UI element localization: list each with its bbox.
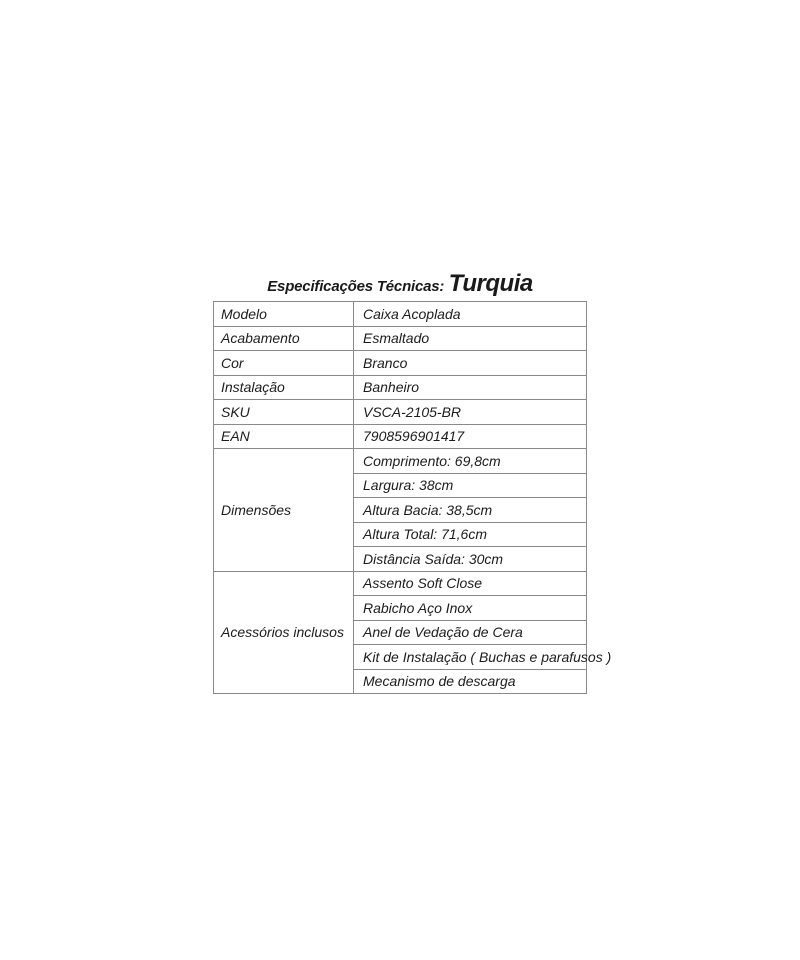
- table-row: [214, 302, 587, 327]
- product-name: Turquia: [448, 270, 533, 297]
- spec-title: [0, 270, 800, 298]
- spec-value: Altura Bacia: 38,5cm: [354, 498, 587, 523]
- spec-label: SKU: [214, 400, 354, 425]
- spec-label: Cor: [214, 351, 354, 376]
- table-row: [214, 351, 587, 376]
- table-row: [214, 326, 587, 351]
- spec-value: Mecanismo de descarga: [354, 669, 587, 694]
- spec-label-dimensoes: Dimensões: [214, 449, 354, 572]
- spec-value: Branco: [354, 351, 587, 376]
- table-row: [214, 424, 587, 449]
- table-row: [214, 400, 587, 425]
- spec-label-acessorios: Acessórios inclusos: [214, 571, 354, 694]
- spec-value: Rabicho Aço Inox: [354, 596, 587, 621]
- spec-value: Anel de Vedação de Cera: [354, 620, 587, 645]
- spec-value: Comprimento: 69,8cm: [354, 449, 587, 474]
- spec-value: Distância Saída: 30cm: [354, 547, 587, 572]
- spec-value: Esmaltado: [354, 326, 587, 351]
- spec-value: Assento Soft Close: [354, 571, 587, 596]
- spec-label: Modelo: [214, 302, 354, 327]
- spec-value: VSCA-2105-BR: [354, 400, 587, 425]
- table-row: [214, 375, 587, 400]
- spec-label: Acabamento: [214, 326, 354, 351]
- spec-label: EAN: [214, 424, 354, 449]
- spec-table: [213, 301, 612, 694]
- spec-label: Instalação: [214, 375, 354, 400]
- spec-value: Banheiro: [354, 375, 587, 400]
- spec-value: Altura Total: 71,6cm: [354, 522, 587, 547]
- table-row: [214, 571, 587, 596]
- spec-value: Caixa Acoplada: [354, 302, 587, 327]
- spec-value: Largura: 38cm: [354, 473, 587, 498]
- table-row: [214, 449, 587, 474]
- spec-value: 7908596901417: [354, 424, 587, 449]
- spec-value: Kit de Instalação ( Buchas e parafusos ): [354, 645, 587, 670]
- spec-title-prefix: Especificações Técnicas:: [267, 278, 445, 295]
